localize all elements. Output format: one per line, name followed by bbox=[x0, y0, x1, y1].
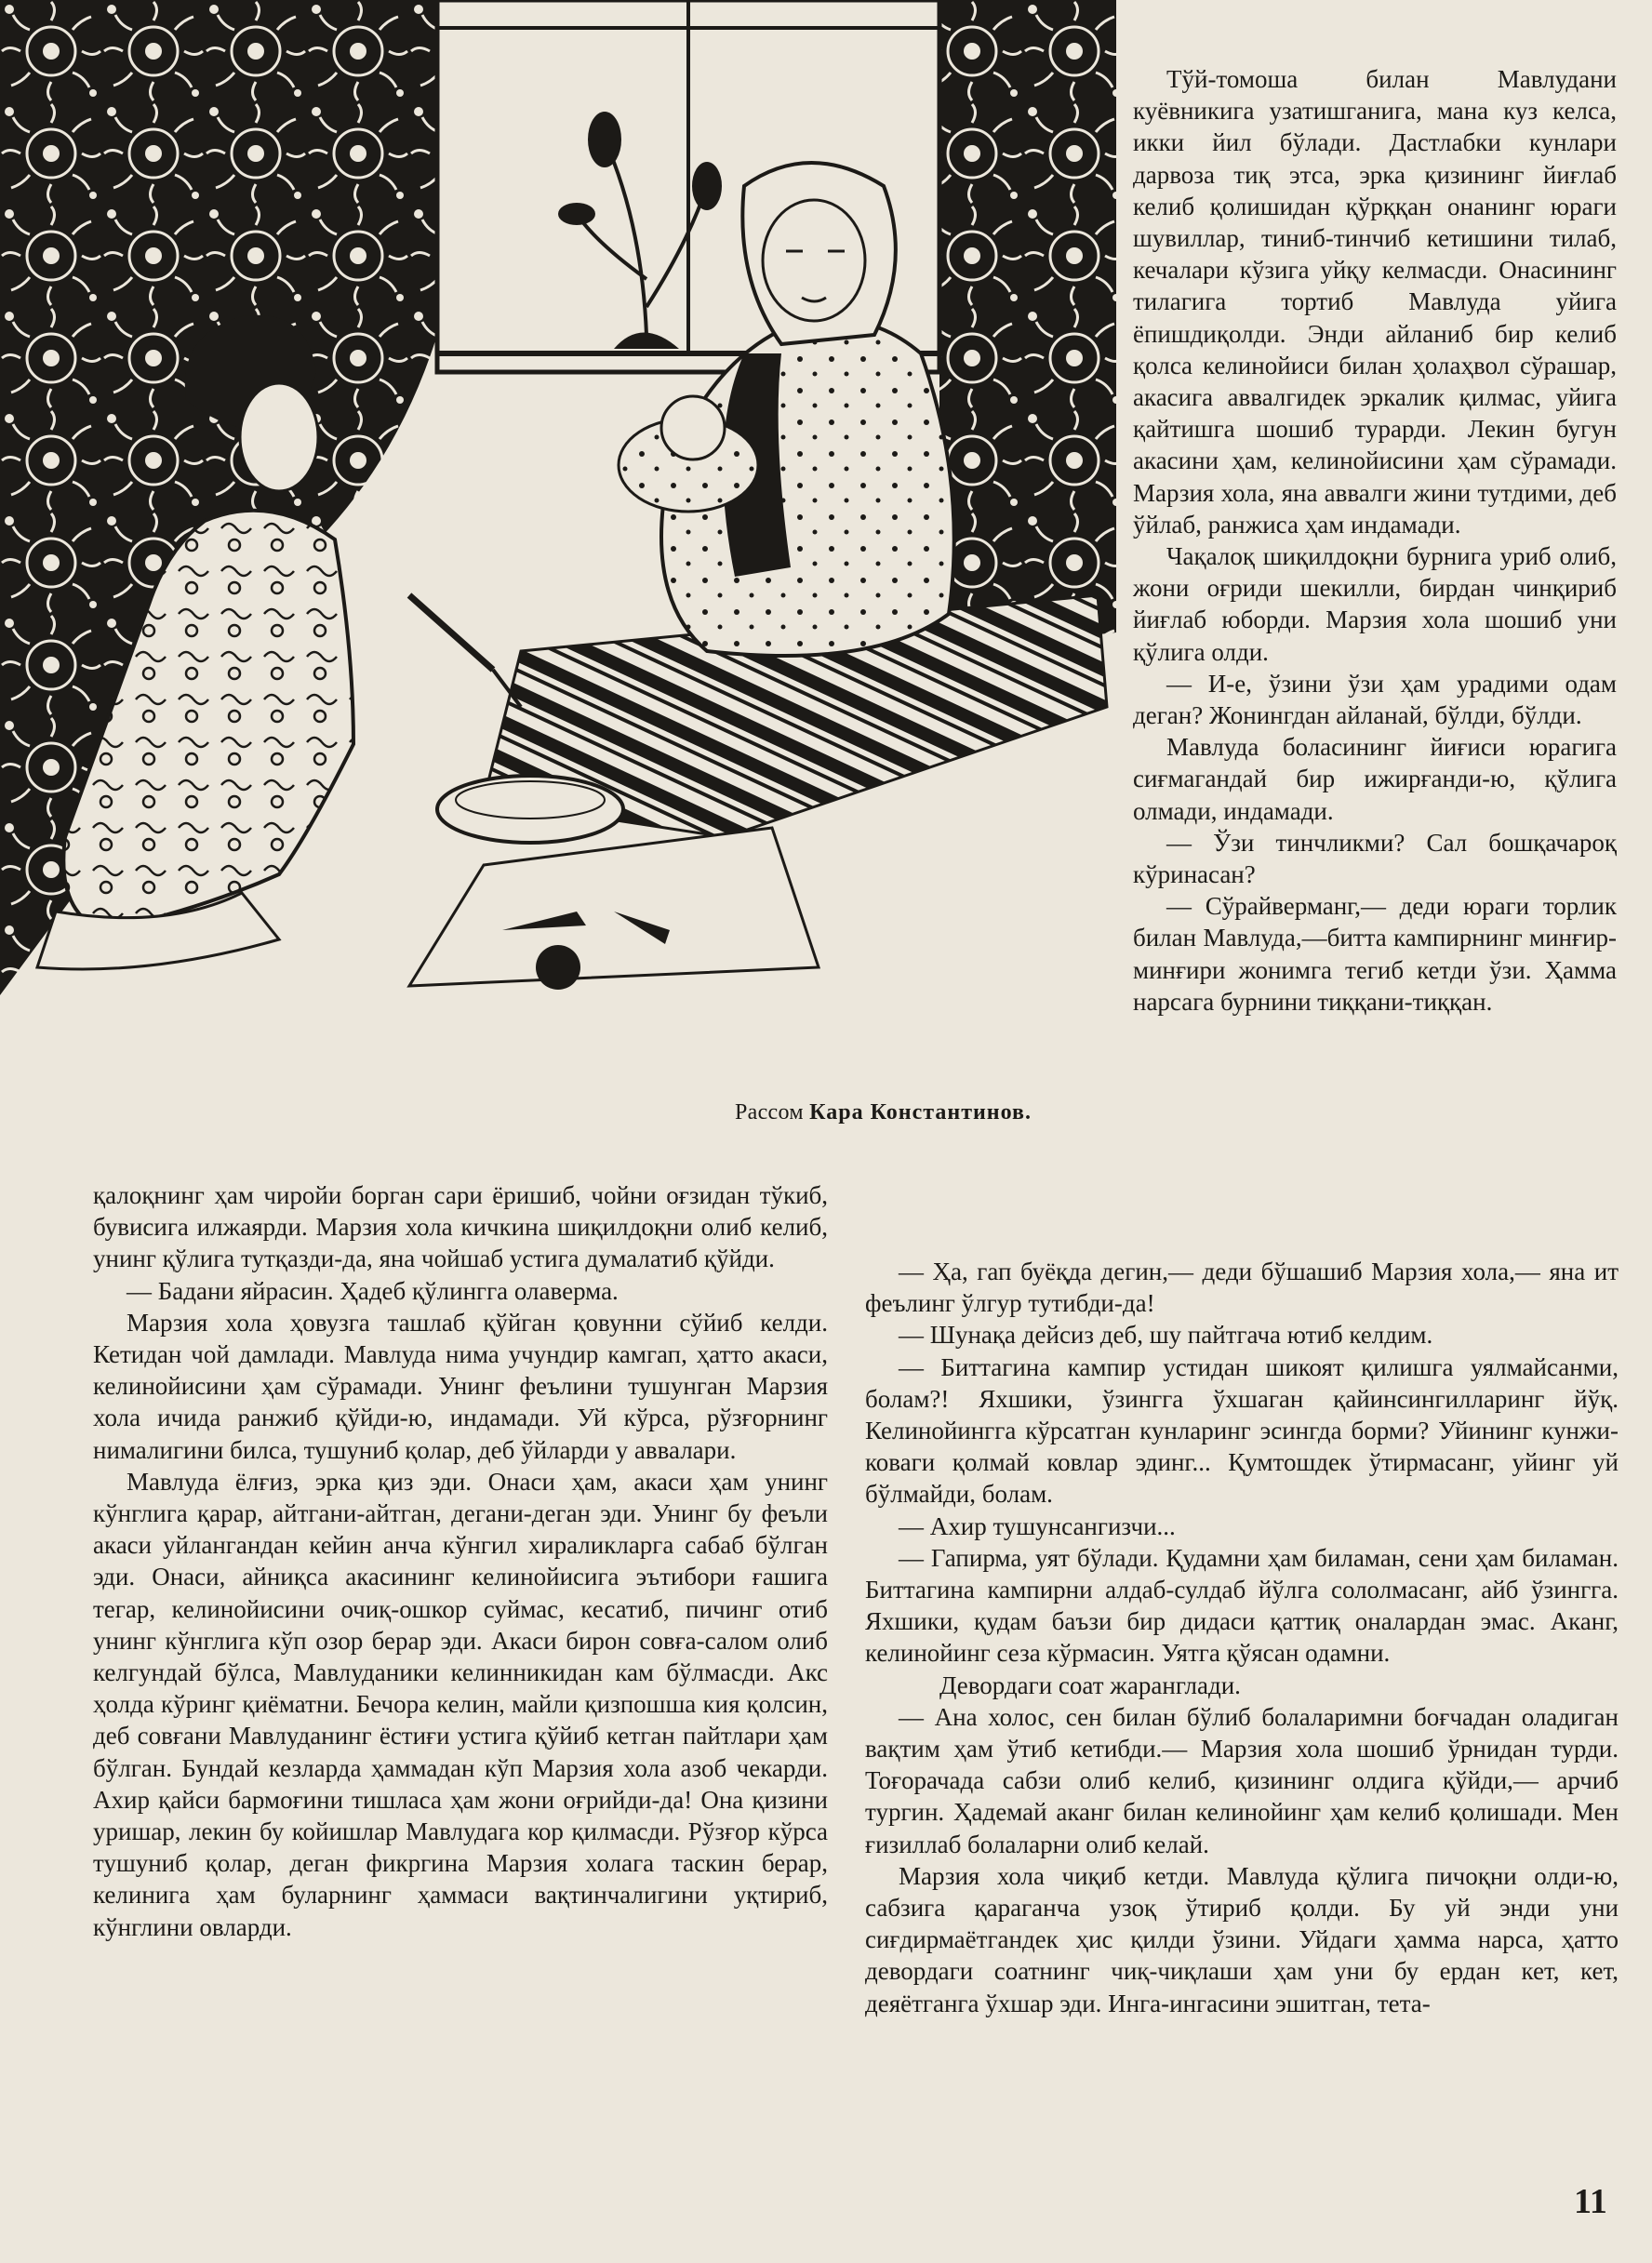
illustration-caption bbox=[735, 1100, 1032, 1125]
paragraph: қалоқнинг ҳам чиройи борган сари ёришиб, чойни оғзидан тўкиб, бувисига илжаярди. Марзия хола кичкина шиқилдоқни олиб келиб, унинг қўлига тутқазди-да, яна чойшаб устига думалатиб қўйди. bbox=[93, 1181, 828, 1273]
paragraph: — Шунақа дейсиз деб, шу пайтгача ютиб келдим. bbox=[899, 1321, 1433, 1350]
paragraph: — Бадани яйрасин. Ҳадеб қўлингга олаверма. bbox=[127, 1276, 619, 1305]
paragraph: Мавлуда боласининг йиғиси юрагига сиғмагандай бир ижирғанди-ю, қўлига олмади, индамади. bbox=[1133, 733, 1617, 825]
paragraph: — Ўзи тинчликми? Сал бошқачароқ кўринасан? bbox=[1133, 828, 1617, 889]
paragraph: — Гапирма, уят бўлади. Қудамни ҳам биламан, сени ҳам биламан. Биттагина кампирни алдаб-сулдаб йўлга сололмасанг, айб ўзингга. Яхшики, қудам баъзи бир дидаси қаттиқ оналардан эмас. Аканг, келинойинг сеза кўрмасин. Уятга қўясан одамни. bbox=[865, 1543, 1619, 1668]
paragraph: — Биттагина кампир устидан шикоят қилишга уялмайсанми, болам?! Яхшики, ўзингга ўхшаган қайинсингилларинг йўқ. Келинойингга кўрсатган кунларинг эсингда борми? Уйининг кунжи-коваги қолмай ковлар эдинг... Қумтошдек ўтирмасанг, уйинг уй бўлмайди, болам. bbox=[865, 1352, 1619, 1509]
caption-artist: Кара Константинов. bbox=[809, 1100, 1032, 1125]
paragraph: Девордаги соат жаранглади. bbox=[939, 1671, 1241, 1699]
column-right-top bbox=[1133, 63, 1617, 1018]
page-number: 11 bbox=[1574, 2182, 1607, 2221]
paragraph: — Ҳа, гап буёқда дегин,— деди бўшашиб Марзия хола,— яна ит феълинг ўлгур тутибди-да! bbox=[865, 1258, 1619, 1318]
caption-prefix: Рассом bbox=[735, 1100, 804, 1125]
paragraph: — Сўрайверманг,— деди юраги торлик билан Мавлуда,—битта кампирнинг минғир-минғири жонимга тегиб кетди ўзи. Ҳамма нарсага бурнини тиққани-тиққан. bbox=[1133, 892, 1617, 1016]
column-left bbox=[93, 1179, 828, 1943]
paragraph: Марзия хола ҳовузга ташлаб қўйган қовунни сўйиб келди. Кетидан чой дамлади. Мавлуда нима учундир камгап, ҳатто акаси, келинойисини ҳам сўрамади. Унинг феълини тушунган Марзия хола ичида ранжиб қўйди-ю, индамади. Уй кўрса, рўзғорнинг нималигини билса, тушуниб қолар, деб ўйларди у аввалари. bbox=[93, 1308, 828, 1464]
paragraph: Чақалоқ шиқилдоқни бурнига уриб олиб, жони оғриди шекилли, бирдан чинқириб йиғлаб юборди. Марзия хола шошиб уни қўлига олди. bbox=[1133, 542, 1617, 666]
illustration bbox=[0, 0, 1116, 1042]
paragraph: — Ана холос, сен билан бўлиб болаларимни боғчадан оладиган вақтим ҳам ўтиб кетибди.— Марзия хола шошиб ўрнидан турди. Тоғорачада сабзи олиб келиб, қизининг олдига қўйди,— арчиб тургин. Ҳадемай аканг билан келинойинг ҳам келиб қолишади. Мен ғизиллаб болаларни олиб келай. bbox=[865, 1702, 1619, 1858]
paragraph: — Ахир тушунсангизчи... bbox=[899, 1511, 1176, 1540]
column-middle bbox=[865, 1256, 1619, 2019]
illustration-drawing bbox=[0, 0, 1116, 1042]
paragraph: Мавлуда ёлғиз, эрка қиз эди. Онаси ҳам, акаси ҳам унинг кўнглига қарар, айтгани-айтган, дегани-деган эди. Унинг бу феъли акаси уйлангандан кейин анча кўнгил хираликларга сабаб бўлган эди. Онаси, айниқса акасининг келинойисига эътибори ғашига тегар, келинойисини очиқ-ошкор суймас, кесатиб, пичинг отиб унинг кўнглига кўп озор берар эди. Акаси бирон совға-салом олиб келгундай бўлса, Мавлуданики келинникидан кам бўлмасди. Акс ҳолда кўринг қиёматни. Бечора келин, майли қизпошша кия қолсин, деб совғани Мавлуданинг ёстиғи устига қўйиб кетган пайтлари ҳам бўлган. Бундай кезларда ҳаммадан кўп Марзия хола азоб чекарди. Ахир қайси бармоғини тишласа ҳам жони оғрийди-да! Она қизини уришар, лекин бу койишлар Мавлудага кор қилмасди. Рўзғор кўрса тушуниб қолар, деган фикргина Марзия холага таскин берар, келинига ҳам буларнинг ҳаммаси вақтинчалигини уқтириб, кўнглини овларди. bbox=[93, 1467, 828, 1941]
paragraph: Тўй-томоша билан Мавлудани куёвникига узатишганига, мана куз келса, икки йил бўлади. Дастлабки кунлари дарвоза тиқ этса, эрка қизининг йиғлаб келиб қолишидан қўрққан онанинг юраги шувиллар, тиниб-тинчиб кетишини тилаб, кечалари кўзига уйқу келмасди. Онасининг тилагига тортиб Мавлуда уйига ёпишдиқолди. Энди айланиб бир келиб қолса келинойиси билан ҳолаҳвол сўрашар, акасига аввалгидек эркалик қилмас, уйига қайтишга шошиб турарди. Лекин бугун акасини ҳам, келинойисини ҳам сўрамади. Марзия хола, яна аввалги жини тутдими, деб ўйлаб, ранжиса ҳам индамади. bbox=[1133, 65, 1617, 539]
paragraph: — И-е, ўзини ўзи ҳам урадими одам деган? Жонингдан айланай, бўлди, бўлди. bbox=[1133, 669, 1617, 730]
paragraph: Марзия хола чиқиб кетди. Мавлуда қўлига пичоқни олди-ю, сабзига қараганча узоқ ўтириб қолди. Бу уй энди уни сиғдирмаётгандек ҳис қилди ўзини. Уйдаги ҳамма нарса, ҳатто девордаги соатнинг чиқ-чиқлаши ҳам уни бу ердан кет, кет, деяётганга ўхшар эди. Инга-ингасини эшитган, тета- bbox=[865, 1861, 1619, 2017]
